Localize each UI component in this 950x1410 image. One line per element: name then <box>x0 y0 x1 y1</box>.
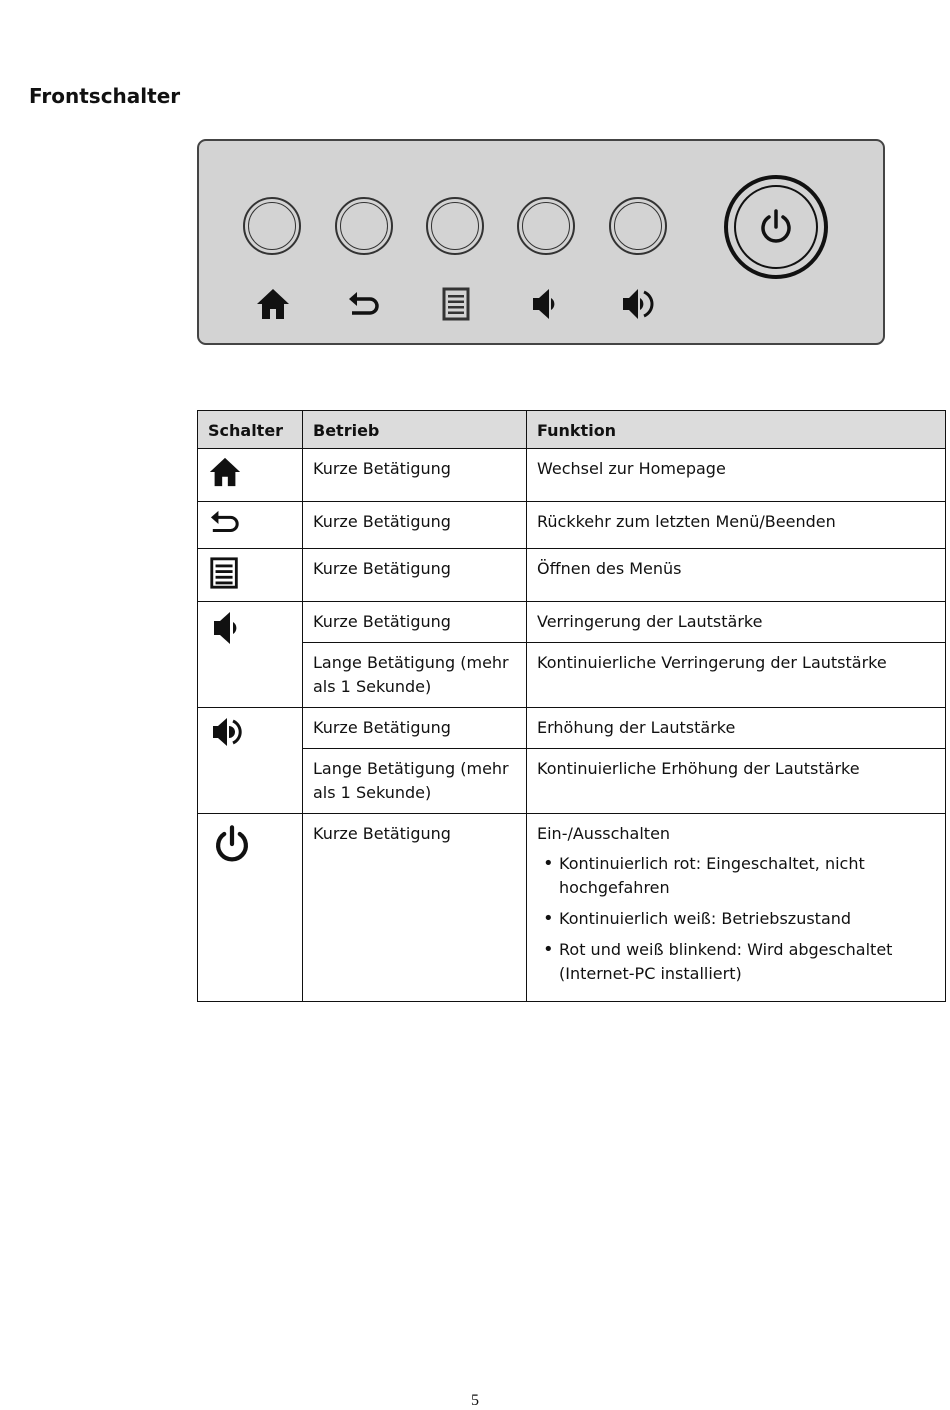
back-arrow-icon <box>346 286 382 322</box>
table-row <box>198 749 946 814</box>
volume-up-icon <box>620 286 656 322</box>
table-row <box>198 602 946 643</box>
betrieb-cell: Kurze Betätigung <box>303 449 527 502</box>
funktion-cell: Rückkehr zum letzten Menü/Beenden <box>527 502 946 549</box>
funktion-cell: Öffnen des Menüs <box>527 549 946 602</box>
table-header-row <box>198 411 946 449</box>
header-funktion: Funktion <box>527 411 946 449</box>
funktion-cell: Kontinuierliche Erhöhung der Lautstärke <box>527 749 946 814</box>
panel-power-button <box>724 175 828 279</box>
panel-back-button <box>335 197 393 255</box>
table-row <box>198 502 946 549</box>
back-arrow-icon <box>208 508 242 538</box>
list-item: • Kontinuierlich weiß: Betriebszustand <box>559 907 935 931</box>
schalter-cell <box>198 602 303 708</box>
page-heading: Frontschalter <box>29 84 181 108</box>
panel-home-button <box>243 197 301 255</box>
home-icon <box>208 455 242 489</box>
power-function-title: Ein-/Ausschalten <box>537 824 671 843</box>
schalter-cell <box>198 708 303 814</box>
funktion-cell: Kontinuierliche Verringerung der Lautstärke <box>527 643 946 708</box>
betrieb-cell: Kurze Betätigung <box>303 708 527 749</box>
panel-volume-up-button <box>609 197 667 255</box>
power-status-list <box>537 852 935 986</box>
power-icon <box>212 824 252 864</box>
table-row <box>198 643 946 708</box>
table-row <box>198 814 946 1002</box>
table-row <box>198 549 946 602</box>
table-row <box>198 708 946 749</box>
volume-down-icon <box>529 286 565 322</box>
betrieb-cell: Lange Betätigung (mehr als 1 Sekunde) <box>303 749 527 814</box>
header-betrieb: Betrieb <box>303 411 527 449</box>
schalter-cell <box>198 449 303 502</box>
funktion-cell: Erhöhung der Lautstärke <box>527 708 946 749</box>
betrieb-cell: Kurze Betätigung <box>303 549 527 602</box>
menu-icon <box>208 555 242 591</box>
volume-up-icon <box>208 714 244 750</box>
header-schalter: Schalter <box>198 411 303 449</box>
betrieb-cell: Kurze Betätigung <box>303 602 527 643</box>
list-item: • Rot und weiß blinkend: Wird abgeschaltet (Internet-PC installiert) <box>559 938 935 986</box>
page-number: 5 <box>471 1392 479 1409</box>
list-item: • Kontinuierlich rot: Eingeschaltet, nicht hochgefahren <box>559 852 935 900</box>
home-icon <box>255 286 291 322</box>
volume-down-icon <box>208 608 244 648</box>
funktion-cell <box>527 814 946 1002</box>
betrieb-cell: Kurze Betätigung <box>303 502 527 549</box>
funktion-cell: Wechsel zur Homepage <box>527 449 946 502</box>
front-panel-illustration <box>197 139 885 345</box>
power-icon <box>758 209 794 245</box>
betrieb-cell: Lange Betätigung (mehr als 1 Sekunde) <box>303 643 527 708</box>
funktion-cell: Verringerung der Lautstärke <box>527 602 946 643</box>
schalter-cell <box>198 549 303 602</box>
betrieb-cell: Kurze Betätigung <box>303 814 527 1002</box>
panel-volume-down-button <box>517 197 575 255</box>
menu-icon <box>438 286 474 322</box>
button-function-table <box>197 410 946 1002</box>
panel-menu-button <box>426 197 484 255</box>
schalter-cell <box>198 814 303 1002</box>
table-row <box>198 449 946 502</box>
schalter-cell <box>198 502 303 549</box>
